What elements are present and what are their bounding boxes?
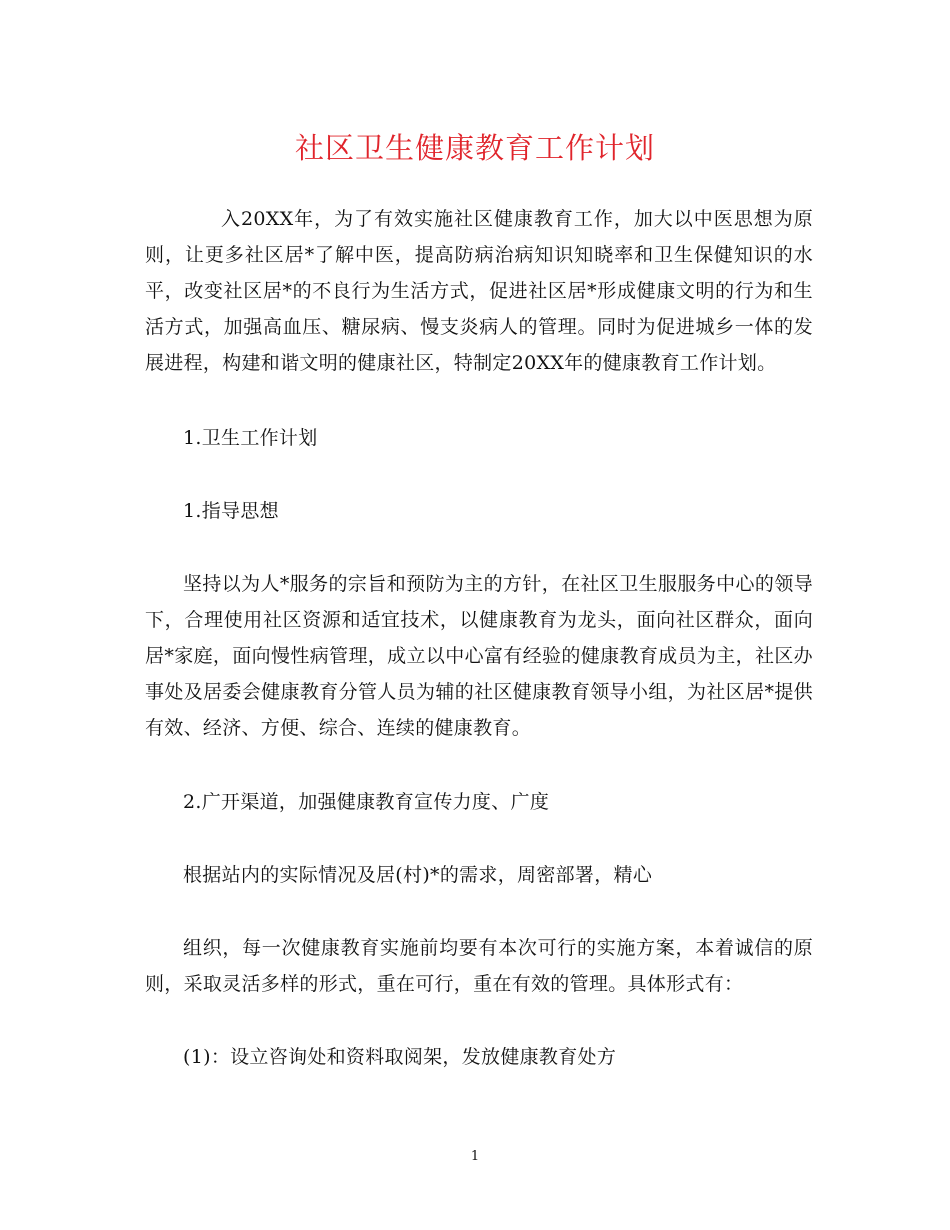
heading-broaden-channels: 2.广开渠道，加强健康教育宣传力度、广度 (183, 791, 550, 813)
paragraph-guiding-thought: 坚持以为人*服务的宗旨和预防为主的方针，在社区卫生服服务中心的领导下，合理使用社区资源和适宜技术，以健康教育为龙头，面向社区群众，面向居*家庭，面向慢性病管理，成立以中心富有经验的健康教育成员为主，社区办事处及居委会健康教育分管人员为辅的社区健康教育领导小组，为社区居*提供有效、经济、方便、综合、连续的健康教育。 (145, 573, 813, 739)
document-title: 社区卫生健康教育工作计划 (294, 131, 655, 165)
heading-guiding-thought: 1.指导思想 (183, 500, 279, 522)
heading-health-work-plan: 1.卫生工作计划 (183, 427, 318, 449)
page-number: 1 (470, 1149, 480, 1164)
list-item-consultation: (1)：设立咨询处和资料取阅架，发放健康教育处方 (183, 1046, 617, 1068)
paragraph-station-needs: 根据站内的实际情况及居(村)*的需求，周密部署，精心 (183, 864, 653, 886)
paragraph-intro: 入20XX年，为了有效实施社区健康教育工作，加大以中医思想为原则，让更多社区居*了解中医，提高防病治病知识知晓率和卫生保健知识的水平，改变社区居*的不良行为生活方式，促进社区居*形成健康文明的行为和生活方式，加强高血压、糖尿病、慢支炎病人的管理。同时为促进城乡一体的发展进程，构建和谐文明的健康社区，特制定20XX年的健康教育工作计划。 (145, 208, 813, 374)
paragraph-organization: 组织，每一次健康教育实施前均要有本次可行的实施方案，本着诚信的原则，采取灵活多样的形式，重在可行，重在有效的管理。具体形式有： (145, 937, 813, 995)
